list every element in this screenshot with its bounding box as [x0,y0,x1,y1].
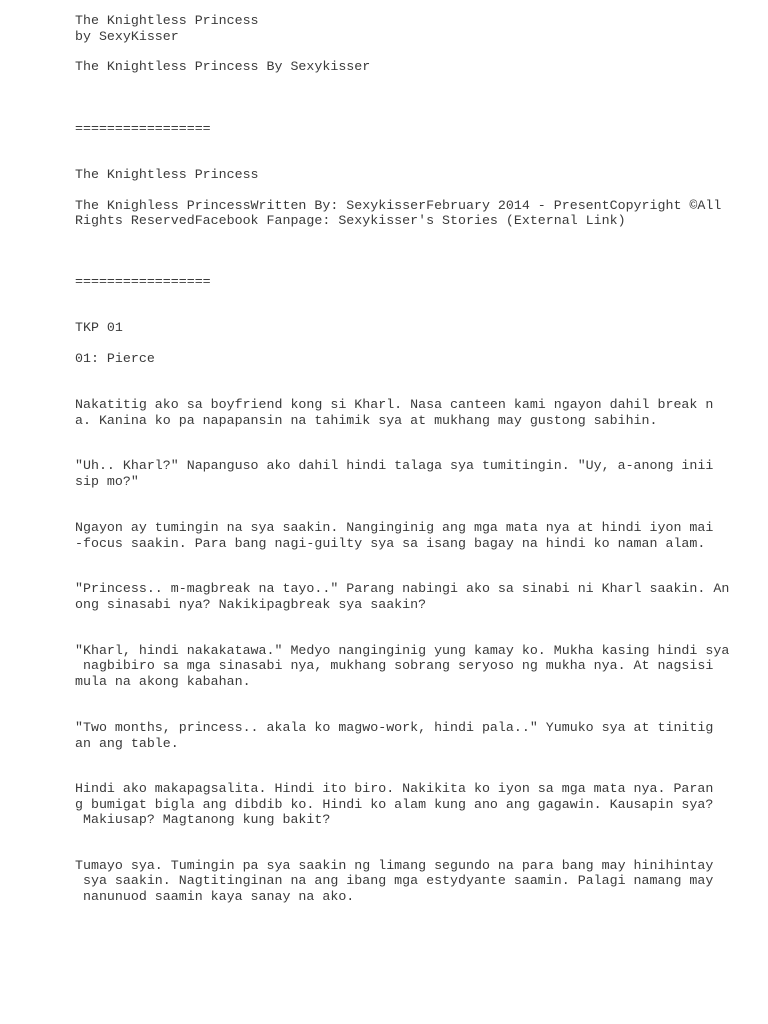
paragraph-line: "Kharl, hindi nakakatawa." Medyo nanginginig yung kamay ko. Mukha kasing hindi sya [75,643,730,658]
credits-line: The Knighless PrincessWritten By: SexykisserFebruary 2014 - PresentCopyright ©All [75,198,722,213]
chapter-label: TKP 01 [75,320,123,335]
paragraph-line: "Princess.. m-magbreak na tayo.." Parang nabingi ako sa sinabi ni Kharl saakin. An [75,581,730,596]
section-title: The Knightless Princess [75,167,259,182]
paragraph-line: Nakatitig ako sa boyfriend kong si Kharl. Nasa canteen kami ngayon dahil break n [75,397,714,412]
paragraph-line: "Two months, princess.. akala ko magwo-work, hindi pala.." Yumuko sya at tinitig [75,720,714,735]
paragraph-line: a. Kanina ko pa napapansin na tahimik sya at mukhang may gustong sabihin. [75,413,658,428]
paragraph-line: -focus saakin. Para bang nagi-guilty sya sa isang bagay na hindi ko naman alam. [75,536,706,551]
paragraph-line: sip mo?" [75,474,139,489]
paragraph-line: Tumayo sya. Tumingin pa sya saakin ng limang segundo na para bang may hinihintay [75,858,714,873]
paragraph-line: Ngayon ay tumingin na sya saakin. Nanginginig ang mga mata nya at hindi iyon mai [75,520,714,535]
paragraph-line: ong sinasabi nya? Nakikipagbreak sya saakin? [75,597,427,612]
paragraph-line: nanunuod saamin kaya sanay na ako. [75,889,355,904]
document-byline: by SexyKisser [75,29,179,44]
separator-line: ================= [75,274,211,289]
paragraph-line: mula na akong kabahan. [75,674,251,689]
separator-line: ================= [75,121,211,136]
paragraph-line: "Uh.. Kharl?" Napanguso ako dahil hindi talaga sya tumitingin. "Uy, a-anong inii [75,458,714,473]
paragraph-line: Hindi ako makapagsalita. Hindi ito biro. Nakikita ko iyon sa mga mata nya. Paran [75,781,714,796]
paragraph-line: nagbibiro sa mga sinasabi nya, mukhang sobrang seryoso ng mukha nya. At nagsisi [75,658,714,673]
document-subtitle: The Knightless Princess By Sexykisser [75,59,371,74]
document-title: The Knightless Princess [75,13,259,28]
credits-line: Rights ReservedFacebook Fanpage: Sexykisser's Stories (External Link) [75,213,626,228]
paragraph-line: sya saakin. Nagtitinginan na ang ibang mga estydyante saamin. Palagi namang may [75,873,714,888]
chapter-title: 01: Pierce [75,351,155,366]
paragraph-line: Makiusap? Magtanong kung bakit? [75,812,331,827]
paragraph-line: g bumigat bigla ang dibdib ko. Hindi ko alam kung ano ang gagawin. Kausapin sya? [75,797,714,812]
paragraph-line: an ang table. [75,736,179,751]
